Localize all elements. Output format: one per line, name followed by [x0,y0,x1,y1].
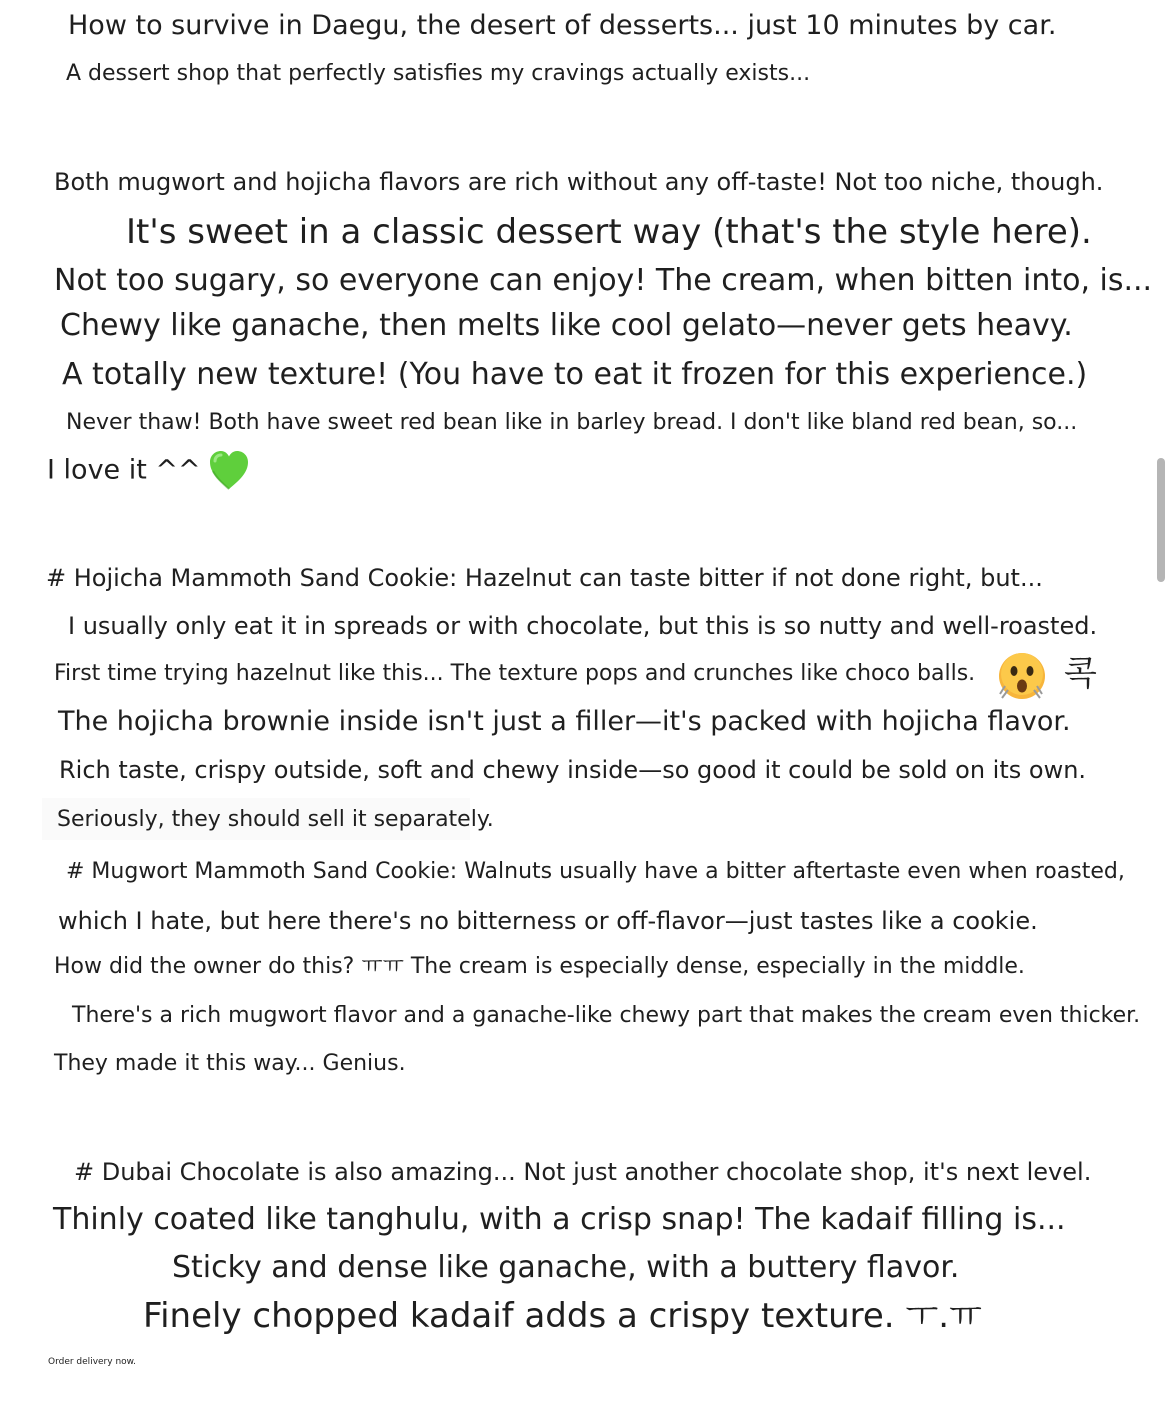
text-line: Finely chopped kadaif adds a crispy texture. ㅜ.ㅠ [143,1296,982,1336]
text-line: It's sweet in a classic dessert way (that's the style here). [126,212,1092,252]
text-line: There's a rich mugwort flavor and a ganache-like chewy part that makes the cream even thicker. [72,1003,1141,1028]
text-line: Chewy like ganache, then melts like cool gelato—never gets heavy. [60,308,1073,343]
text-line: Not too sugary, so everyone can enjoy! The cream, when bitten into, is... [54,263,1153,298]
text-line: Rich taste, crispy outside, soft and chewy inside—so good it could be sold on its own. [59,756,1087,784]
post-subtitle: A dessert shop that perfectly satisfies my cravings actually exists... [66,61,811,86]
text-line: Never thaw! Both have sweet red bean like in barley bread. I don't like bland red bean, so... [66,410,1078,435]
text-line: First time trying hazelnut like this... The texture pops and crunches like choco balls. [54,661,976,686]
post-title: How to survive in Daegu, the desert of desserts... just 10 minutes by car. [68,10,1057,41]
scrollbar-thumb[interactable] [1157,458,1165,582]
footer-note: Order delivery now. [48,1357,137,1367]
text-line: They made it this way... Genius. [54,1051,406,1076]
section-heading: # Mugwort Mammoth Sand Cookie: Walnuts usually have a bitter aftertaste even when roasted, [66,859,1125,884]
text-line: How did the owner do this? ㅠㅠ The cream is especially dense, especially in the middle. [54,954,1025,979]
vertical-scrollbar[interactable] [1152,0,1170,1416]
text-line: I usually only eat it in spreads or with chocolate, but this is so nutty and well-roasted. [68,612,1098,640]
text-line-with-heart [47,448,251,492]
section-heading: # Dubai Chocolate is also amazing... Not just another chocolate shop, it's next level. [74,1158,1092,1186]
text-line: I love it ^^ [47,454,201,486]
text-line: Sticky and dense like ganache, with a buttery flavor. [172,1250,960,1285]
text-line: A totally new texture! (You have to eat it frozen for this experience.) [62,357,1088,392]
text-line: The hojicha brownie inside isn't just a filler—it's packed with hojicha flavor. [58,706,1071,737]
text-line: Seriously, they should sell it separately. [57,807,494,832]
text-line: which I hate, but here there's no bitterness or off-flavor—just tastes like a cookie. [58,907,1038,935]
astonished-face-icon [996,650,1048,702]
section-heading: # Hojicha Mammoth Sand Cookie: Hazelnut can taste bitter if not done right, but... [46,564,1043,592]
text-line: 콕 [1064,654,1097,694]
green-heart-icon [207,448,251,492]
text-line: Thinly coated like tanghulu, with a crisp snap! The kadaif filling is... [53,1202,1066,1237]
text-line: Both mugwort and hojicha flavors are rich without any off-taste! Not too niche, though. [54,168,1104,196]
